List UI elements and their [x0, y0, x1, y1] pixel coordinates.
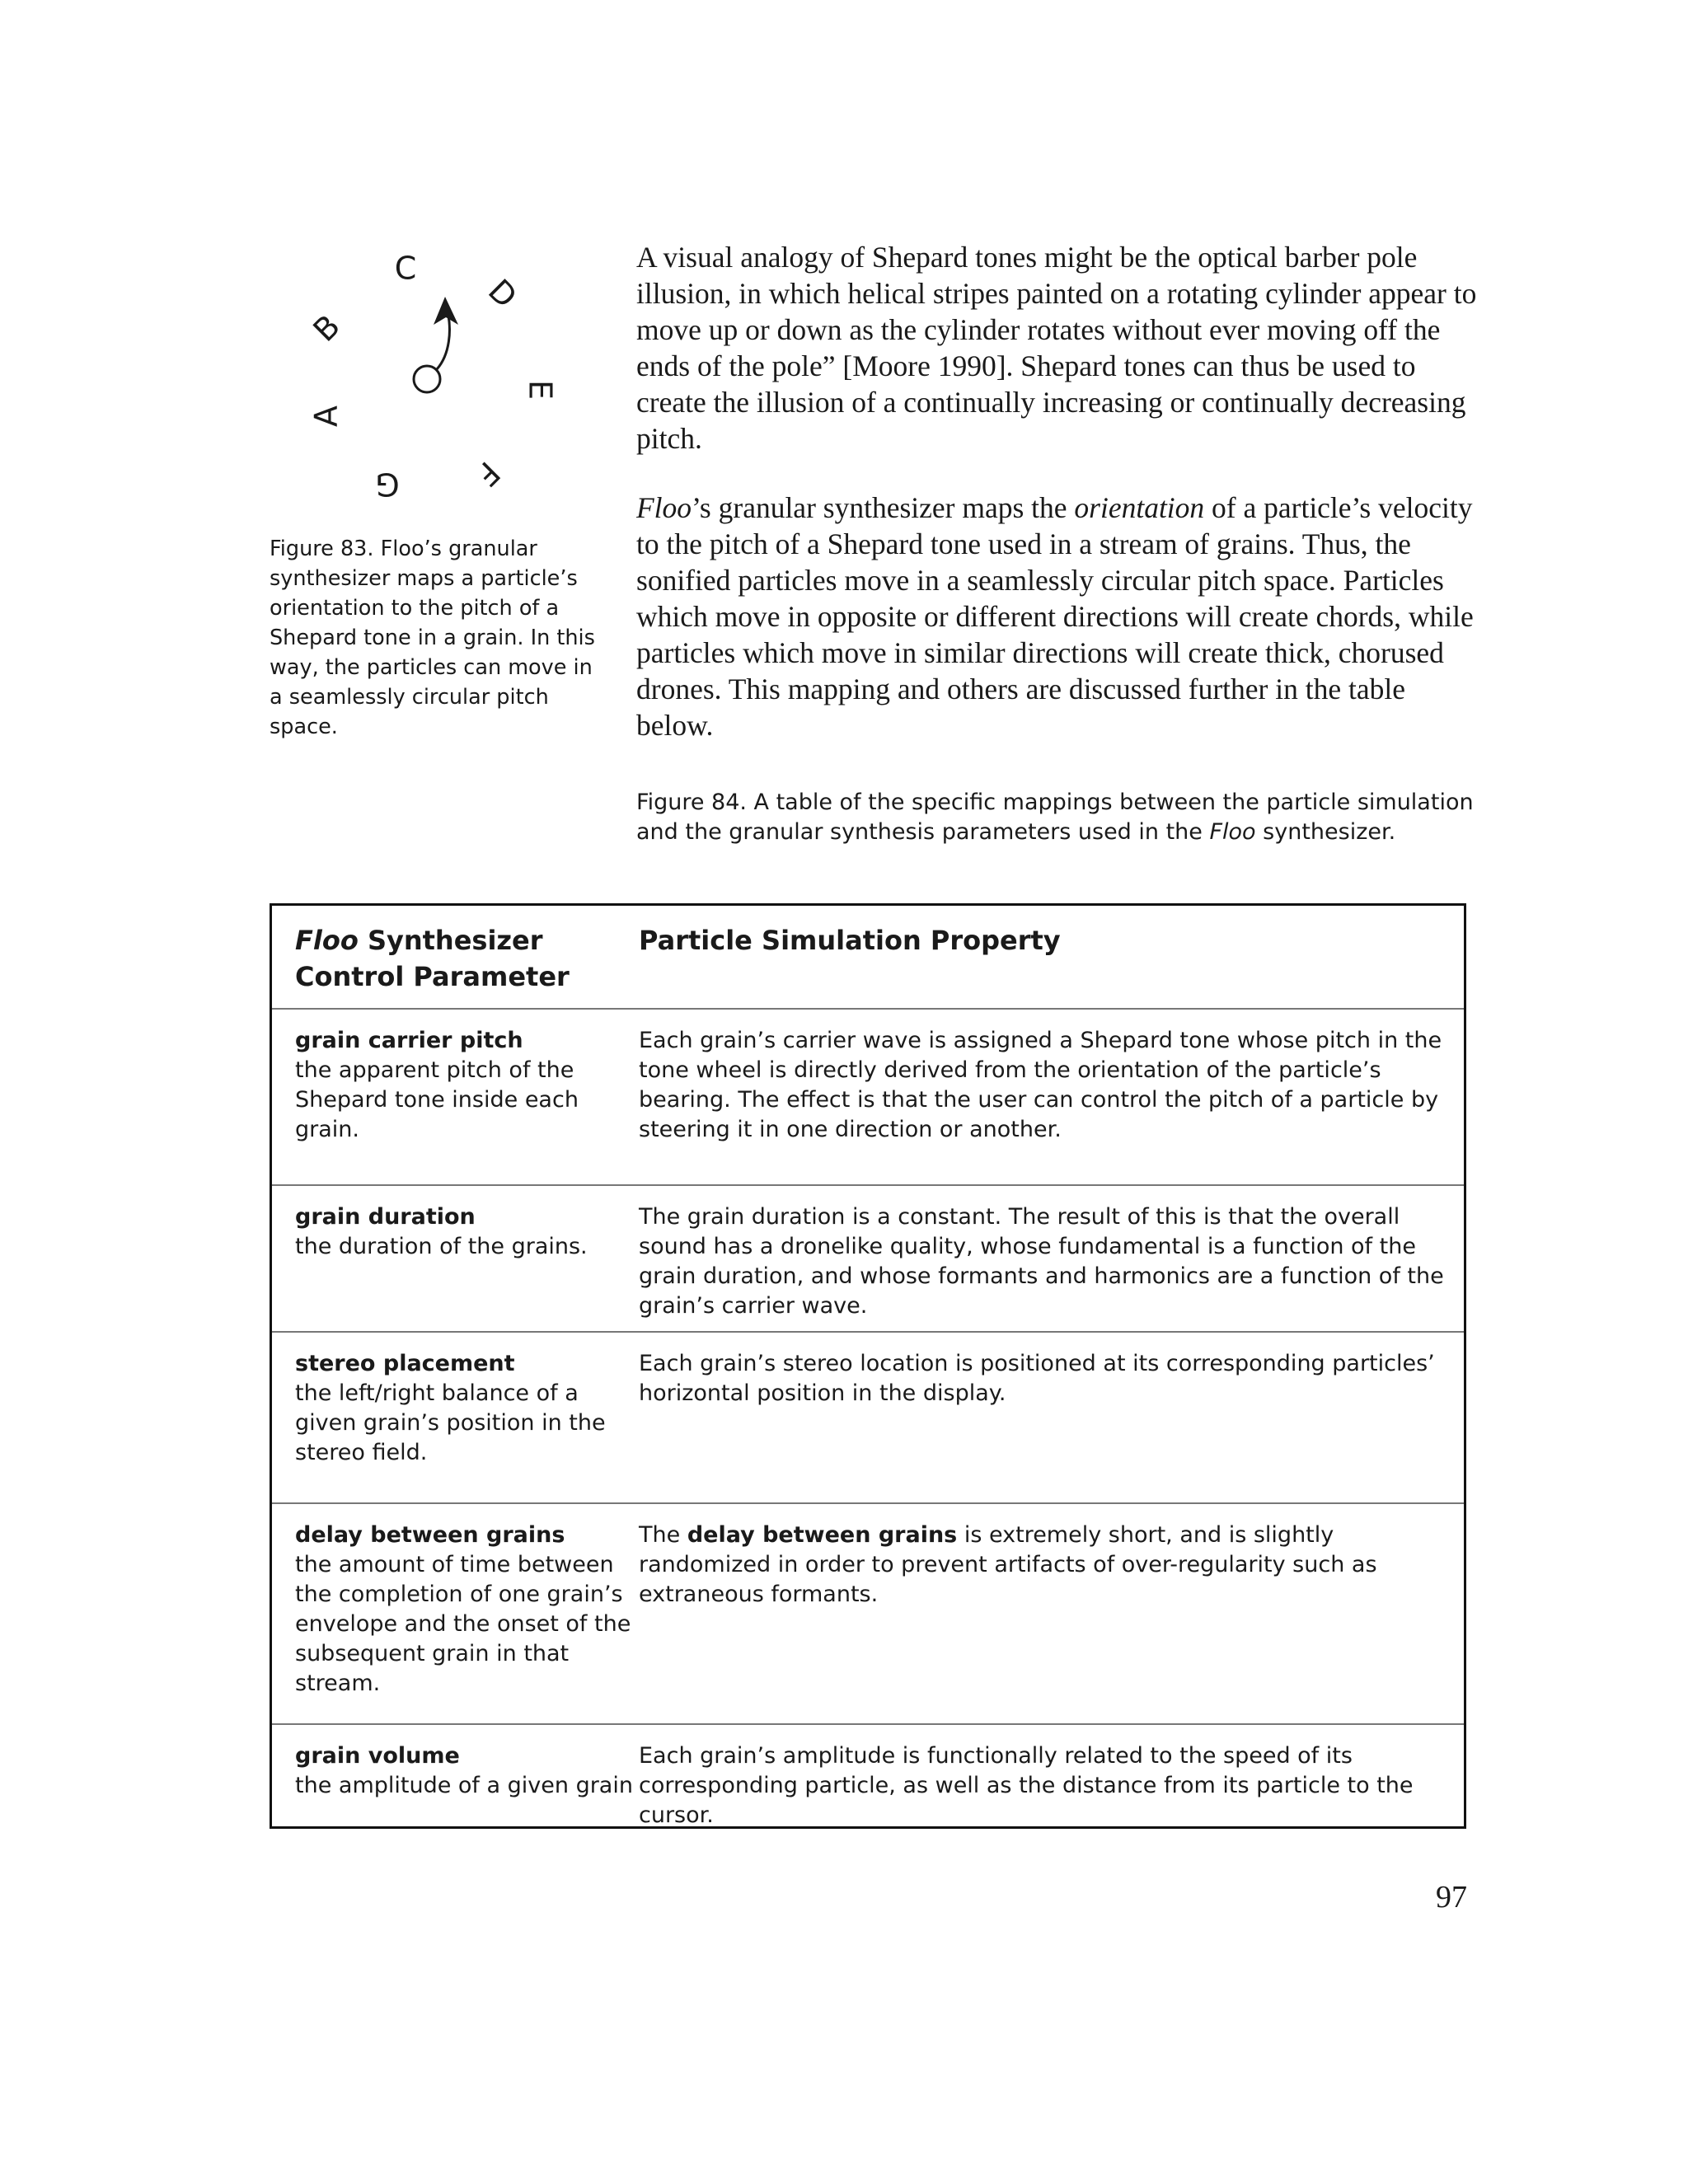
- parameter-description: the left/right balance of a given grain’s position in the stereo field.: [295, 1380, 606, 1465]
- fig84-caption-text-a: Figure 84. A table of the specific mappings between the particle simulation and the granular synthesis parameters used in the: [636, 790, 1474, 845]
- table-header-col1: [272, 906, 639, 1008]
- velocity-arrowhead-icon: [434, 297, 458, 325]
- parameter-cell: [272, 1010, 639, 1184]
- property-text-pre: The: [639, 1522, 687, 1548]
- wheel-letter-a: A: [307, 405, 345, 427]
- fig84-caption-floo: Floo: [1209, 819, 1256, 845]
- parameter-description: the amplitude of a given grain: [295, 1773, 633, 1798]
- para2-text-a: ’s granular synthesizer maps the: [692, 491, 1075, 524]
- parameter-cell: [272, 1333, 639, 1502]
- table-row: [272, 1723, 1464, 1826]
- parameter-cell: [272, 1186, 639, 1331]
- wheel-letter-e: E: [522, 379, 559, 401]
- parameter-title: grain volume: [295, 1743, 460, 1769]
- wheel-letter-b: B: [306, 307, 348, 349]
- page-number: 97: [1436, 1880, 1467, 1915]
- shepard-tone-wheel-figure: [288, 239, 602, 511]
- table-header-row: [272, 906, 1464, 1008]
- body-paragraph-2: [636, 490, 1477, 743]
- wheel-letter-c: C: [394, 250, 417, 287]
- property-cell: [639, 1504, 1464, 1723]
- parameter-title: delay between grains: [295, 1522, 565, 1548]
- table-row: [272, 1502, 1464, 1723]
- wheel-letter-g: G: [375, 466, 400, 503]
- fig84-caption-text-b: synthesizer.: [1255, 819, 1396, 845]
- body-paragraph-1: A visual analogy of Shepard tones might be the optical barber pole illusion, in which helical stripes painted on a rotating cylinder appear to move up or down as the cylinder rotates without ever moving off the ends of the pole” [Moore 1990]. Shepard tones can thus be used to create the illusion of a continually increasing or continually decreasing pitch.: [636, 241, 1477, 455]
- parameter-description: the apparent pitch of the Shepard tone inside each grain.: [295, 1057, 579, 1142]
- property-cell: Each grain’s carrier wave is assigned a Shepard tone whose pitch in the tone wheel is directly derived from the orientation of the particle’s bearing. The effect is that the user can control the pitch of a particle by steering it in one direction or another.: [639, 1028, 1442, 1142]
- wheel-letter-f: F: [468, 454, 508, 494]
- property-cell: Each grain’s stereo location is positioned at its corresponding particles’ horizontal position in the display.: [639, 1351, 1435, 1406]
- property-cell: The grain duration is a constant. The result of this is that the overall sound has a dronelike quality, whose fundamental is a function of the grain duration, and whose formants and harmonics are a function of the grain’s carrier wave.: [639, 1204, 1444, 1319]
- property-text-post: is extremely short, and is slightly randomized in order to prevent artifacts of over-regularity such as extraneous formants.: [639, 1522, 1377, 1607]
- table-header-col2: Particle Simulation Property: [639, 925, 1061, 956]
- table-row: [272, 1008, 1464, 1184]
- parameter-description: the amount of time between the completion of one grain’s envelope and the onset of the subsequent grain in that stream.: [295, 1552, 631, 1696]
- wheel-letter-d: D: [481, 272, 524, 316]
- orientation-emphasis: orientation: [1074, 491, 1205, 524]
- parameter-title: grain duration: [295, 1204, 476, 1230]
- mapping-table: [270, 903, 1466, 1829]
- table-row: [272, 1184, 1464, 1331]
- parameter-cell: [272, 1725, 639, 1826]
- parameter-title: stereo placement: [295, 1351, 515, 1376]
- parameter-description: the duration of the grains.: [295, 1234, 588, 1259]
- floo-name: Floo: [636, 491, 692, 524]
- para2-text-b: of a particle’s velocity to the pitch of a Shepard tone used in a stream of grains. Thus, the sonified particles move in a seamlessly circular pitch space. Particles which move in opposite or different directions will create chords, while particles which move in similar directions will create thick, chorused drones. This mapping and others are discussed further in the table below.: [636, 491, 1474, 742]
- property-cell: Each grain’s amplitude is functionally related to the speed of its corresponding particle, as well as the distance from its particle to the cursor.: [639, 1743, 1414, 1828]
- table-row: [272, 1331, 1464, 1502]
- parameter-title: grain carrier pitch: [295, 1028, 523, 1053]
- property-text-bold: delay between grains: [687, 1522, 958, 1548]
- particle-circle-icon: [414, 366, 440, 392]
- table-header-floo: Floo: [295, 925, 359, 956]
- figure-84-caption: [636, 788, 1477, 847]
- figure-83-caption: Figure 83. Floo’s granular synthesizer maps a particle’s orientation to the pitch of a Shepard tone in a grain. In this way, the particles can move in a seamlessly circular pitch space.: [270, 537, 595, 739]
- table-header-col1-text: Synthesizer Control Parameter: [295, 925, 570, 992]
- parameter-cell: [272, 1504, 639, 1723]
